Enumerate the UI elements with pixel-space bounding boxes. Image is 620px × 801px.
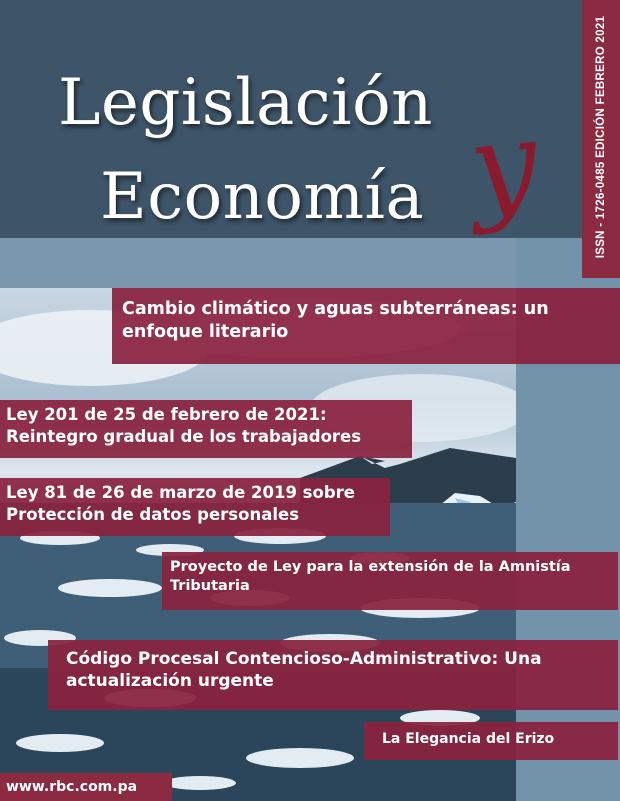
website-url: www.rbc.com.pa (0, 773, 172, 801)
headline-climate-groundwater: Cambio climático y aguas subterráneas: un enfoque literario (112, 288, 620, 364)
headline-amnistia-tributaria: Proyecto de Ley para la extensión de la Amnistía Tributaria (162, 552, 618, 610)
headline-ley-201: Ley 201 de 25 de febrero de 2021: Reintegro gradual de los trabajadores (0, 400, 412, 458)
masthead-title-line2: Economía (100, 160, 425, 234)
headline-elegancia-erizo: La Elegancia del Erizo (364, 722, 618, 760)
headline-ley-81: Ley 81 de 26 de marzo de 2019 sobre Protección de datos personales (0, 478, 390, 536)
masthead-conjunction: y (462, 92, 544, 238)
masthead-title-line1: Legislación (58, 66, 433, 140)
issn-edition-label: ISSN - 1726-0485 EDICIÓN FEBRERO 2021 (595, 15, 607, 259)
headline-codigo-procesal: Código Procesal Contencioso-Administrativo: Una actualización urgente (48, 640, 618, 710)
